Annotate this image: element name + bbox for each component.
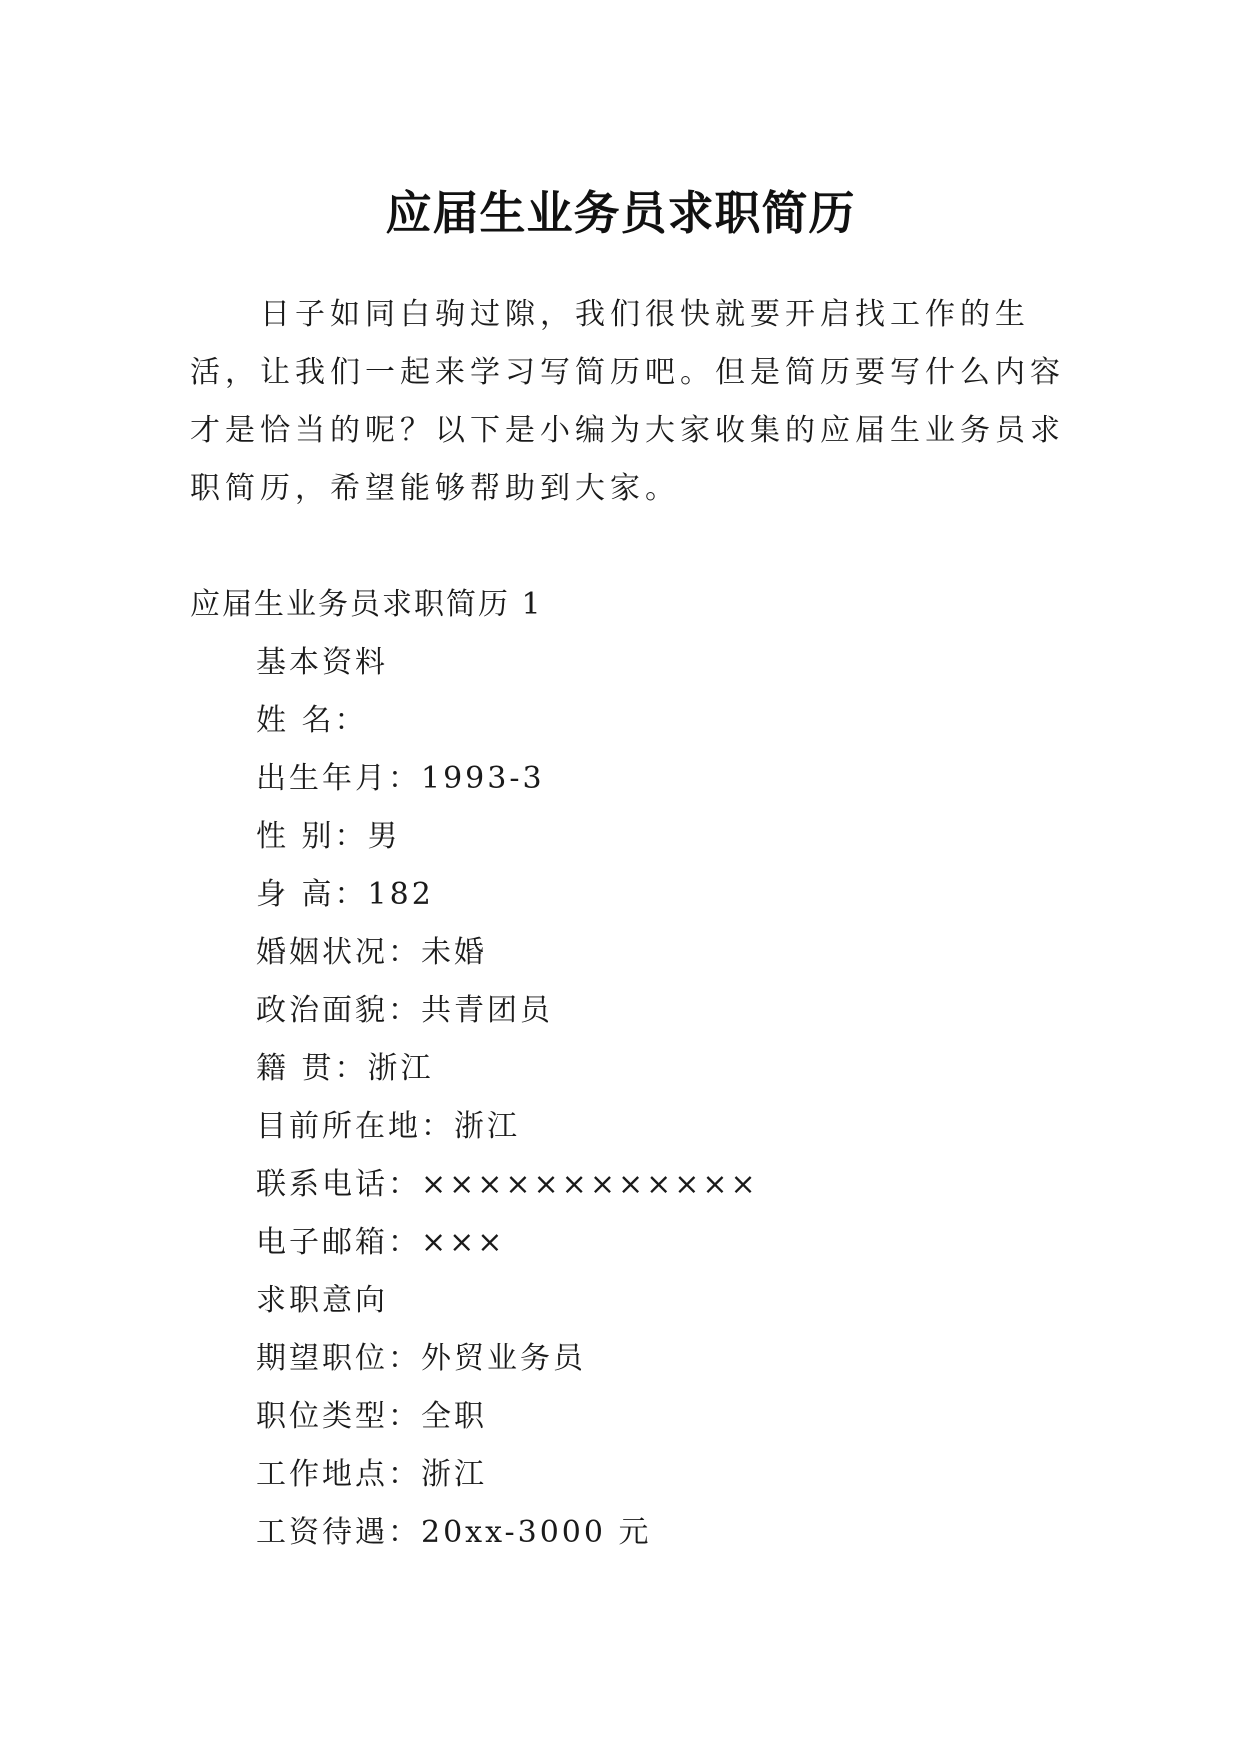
resume-line-current-location: 目前所在地：浙江 <box>256 1109 520 1144</box>
resume-line-salary: 工资待遇：20xx-3000 元 <box>256 1515 652 1550</box>
resume-line-marital-status: 婚姻状况：未婚 <box>256 935 487 970</box>
resume-details-list <box>256 634 759 1562</box>
resume-line-birth-date: 出生年月：1993-3 <box>256 761 545 796</box>
resume-line-gender: 性 别：男 <box>256 819 401 854</box>
resume-line-desired-position: 期望职位：外贸业务员 <box>256 1341 586 1376</box>
intro-paragraph: 日子如同白驹过隙，我们很快就要开启找工作的生活，让我们一起来学习写简历吧。但是简历要写什么内容才是恰当的呢？以下是小编为大家收集的应届生业务员求职简历，希望能够帮助到大家。 <box>190 297 1065 506</box>
resume-line-email: 电子邮箱：××× <box>256 1225 506 1260</box>
resume-line-work-location: 工作地点：浙江 <box>256 1457 487 1492</box>
page-title: 应届生业务员求职简历 <box>385 185 856 240</box>
resume-line-basic-info-heading: 基本资料 <box>256 645 388 680</box>
resume-line-native-place: 籍 贯：浙江 <box>256 1051 434 1086</box>
resume-line-position-type: 职位类型：全职 <box>256 1399 487 1434</box>
resume-line-phone: 联系电话：×××××××××××× <box>256 1167 759 1202</box>
resume-line-name: 姓 名： <box>256 703 368 738</box>
section-heading: 应届生业务员求职简历 1 <box>190 587 543 622</box>
resume-line-job-intention-heading: 求职意向 <box>256 1283 388 1318</box>
resume-line-political-status: 政治面貌：共青团员 <box>256 993 553 1028</box>
resume-line-height: 身 高：182 <box>256 877 434 912</box>
